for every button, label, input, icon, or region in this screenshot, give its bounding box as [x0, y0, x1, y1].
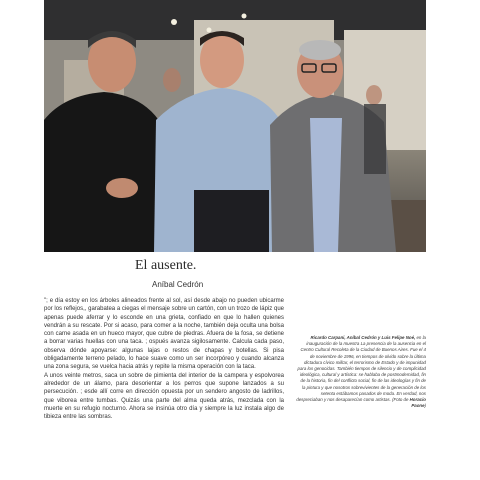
photograph-scene: [44, 0, 426, 252]
caption-credit-suffix: ): [424, 403, 426, 409]
article-author: Aníbal Cedrón: [152, 280, 204, 289]
photograph: [44, 0, 426, 252]
photo-caption: [296, 335, 426, 409]
caption-names: Ricardo Carpani, Aníbal Cedrón y Luis Felipe Noé,: [310, 335, 416, 340]
caption-credit-prefix: (Foto de: [392, 397, 410, 403]
article-title: El ausente.: [135, 258, 197, 273]
paragraph: A unos veinte metros, saca un sobre de pimienta del interior de la campera y espolvorea alrededor de un álamo, para desorientar a los perros que supone lanzados a su persecución. ; esde allí corre en dirección opuesta por un sendero angosto de ladrillos, que viborea entre tumbas. Quizás una parte del alma queda atrás, mezclada con la muerte en su refugio nocturno. Ahora se insinúa otro día y siempre la luz instala algo de tibieza entre las sombras.: [44, 372, 284, 421]
caption-text: en la inauguración de la muestra La presencia de la ausencia en el Centro Cultural Recoleta de la Ciudad de Buenos Aires. Fue el 4 de noviembre de 1996, en tiempos de olvido sobre la última dictadura cívico militar, el terrorismo de Estado y de impunidad para los genocidas. También tiempos de silencio y de complicidad ideológica, cultural y artística: se hablaba de postmodernidad, fin de la historia, fin del conflicto social, fin de las ideologías y fin de la pintura y que nosotros sobrevivientes de la generación de los setenta estábamos pasados de moda. En verdad, nos despreciaban y nos desaparecían como artistas.: [296, 335, 426, 403]
article-body: [44, 297, 284, 421]
caption-credit-name: Horacio Paone: [409, 397, 426, 409]
paragraph: "; e día estoy en los árboles alineados frente al sol, así desde abajo no pueden ubicarme por los reflejos,, garabatea a ciegas el mensaje sobre un cartón, con un trozo de lápiz que apenas puede aferrar y lo esconde en una grieta, confiado en que lo hallen quienes vendrán a su rescate. Por si acaso, para comer a la noche, también deja oculta una bolsa con carne asada en un hueco mayor, que cubre de piedras. Afuera de la fosa, se detiene a borrar varias huellas con una taca. ; ospués avanza sigilosamente. Calcula cada paso, observa dónde apoyarse: algunas lajas o restos de chapas y botellas. Si pisa obligadamente terreno pelado, lo hace suave como un ser incorpóreo y cuando alcanza una zona segura, se vuelca hacia atrás y repite la misma operación con la taca.: [44, 298, 284, 371]
